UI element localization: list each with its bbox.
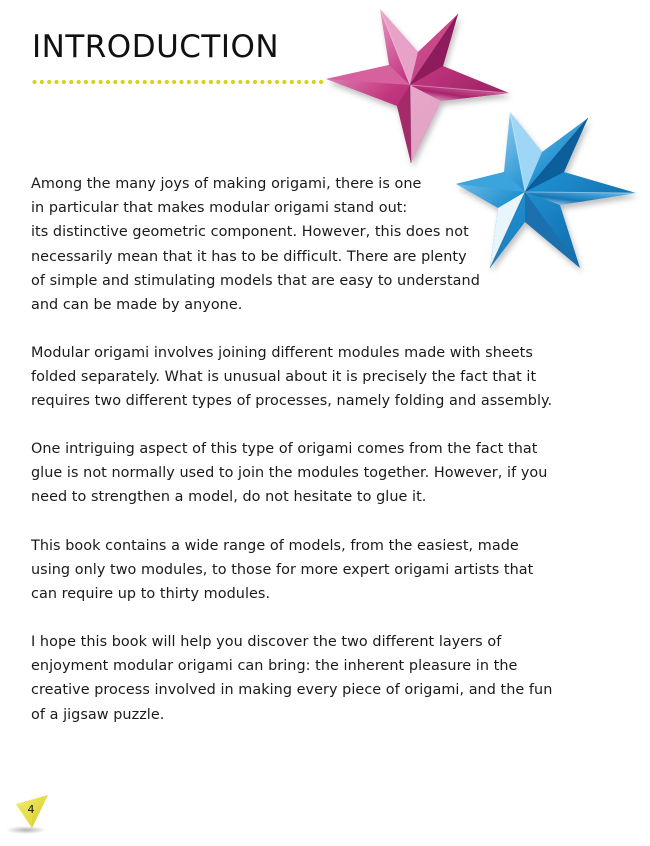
- text-line: Among the many joys of making origami, there is one: [31, 176, 422, 192]
- text-line: necessarily mean that it has to be difficult. There are plenty: [31, 248, 467, 265]
- text-line: This book contains a wide range of models, from the easiest, made: [31, 538, 519, 554]
- blue-origami-star: [456, 112, 636, 268]
- text-line: using only two modules, to those for more expert origami artists that: [31, 562, 534, 579]
- paragraph: [31, 172, 480, 317]
- text-line: can require up to thirty modules.: [31, 586, 271, 603]
- text-line: glue is not normally used to join the modules together. However, if you: [31, 465, 548, 482]
- page-number: 4: [27, 803, 35, 816]
- text-line: in particular that makes modular origami stand out:: [31, 200, 408, 217]
- text-line: and can be made by anyone.: [31, 297, 243, 314]
- text-line: Modular origami involves joining different modules made with sheets: [31, 345, 533, 361]
- pink-origami-star: [326, 9, 509, 163]
- paragraph: [31, 630, 552, 727]
- text-line: One intriguing aspect of this type of origami comes from the fact that: [31, 441, 538, 457]
- text-line: need to strengthen a model, do not hesitate to glue it.: [31, 489, 427, 506]
- paragraph: [31, 437, 547, 510]
- text-line: of simple and stimulating models that are easy to understand: [31, 272, 480, 289]
- paragraph: [31, 341, 552, 414]
- paragraph: [31, 534, 533, 607]
- text-line: requires two different types of processes, namely folding and assembly.: [31, 393, 553, 410]
- page-title: INTRODUCTION: [32, 29, 280, 65]
- text-line: enjoyment modular origami can bring: the inherent pleasure in the: [31, 658, 518, 675]
- text-line: creative process involved in making every piece of origami, and the fun: [31, 682, 553, 699]
- dotted-divider: [32, 78, 327, 86]
- text-line: of a jigsaw puzzle.: [31, 706, 165, 723]
- text-line: its distinctive geometric component. However, this does not: [31, 224, 469, 241]
- text-line: folded separately. What is unusual about it is precisely the fact that it: [31, 369, 537, 386]
- text-line: I hope this book will help you discover the two different layers of: [31, 634, 502, 650]
